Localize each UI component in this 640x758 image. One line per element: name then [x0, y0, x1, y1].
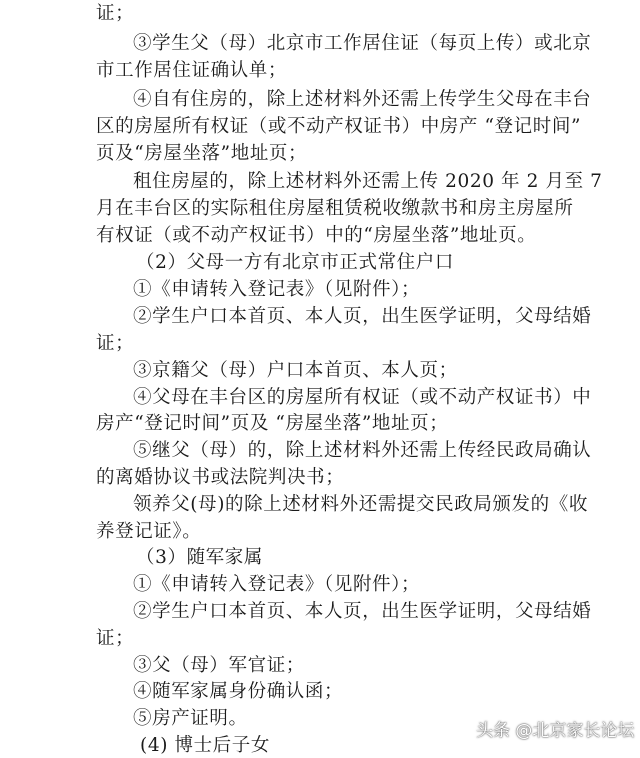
section-heading: (4) 博士后子女 — [140, 735, 270, 756]
text-line: ③学生父（母）北京市工作居住证（每页上传）或北京 — [133, 33, 592, 54]
text-line: 领养父(母)的除上述材料外还需提交民政局颁发的《收 — [133, 494, 588, 515]
text-line: ④自有住房的，除上述材料外还需上传学生父母在丰台 — [133, 89, 592, 110]
text-line: 证； — [96, 333, 135, 354]
text-line: 的离婚协议书或法院判决书； — [96, 467, 345, 488]
text-line: ⑤房产证明。 — [133, 708, 248, 729]
text-line: 区的房屋所有权证（或不动产权证书）中房产 “登记时间” — [96, 116, 581, 137]
text-line: ①《申请转入登记表》（见附件）； — [133, 574, 421, 595]
text-line: 页及“房屋坐落”地址页； — [96, 143, 308, 164]
text-line: 租住房屋的，除上述材料外还需上传 2020 年 2 月至 7 — [133, 171, 603, 192]
text-line: 证； — [96, 3, 135, 24]
text-line: ③京籍父（母）户口本首页、本人页； — [133, 360, 458, 381]
text-line: ④父母在丰台区的房屋所有权证（或不动产权证书）中 — [133, 387, 592, 408]
text-line: ③父（母）军官证； — [133, 655, 305, 676]
text-line: 房产“登记时间”页及 “房屋坐落”地址页； — [96, 413, 449, 434]
watermark: 头条 @北京家长论坛 — [476, 721, 635, 741]
text-line: ⑤继父（母）的，除上述材料外还需上传经民政局确认 — [133, 440, 592, 461]
text-line: 有权证（或不动产权证书）中的“房屋坐落”地址页。 — [96, 225, 537, 246]
text-line: ②学生户口本首页、本人页，出生医学证明，父母结婚 — [133, 306, 592, 327]
section-heading: （2）父母一方有北京市正式常住户口 — [136, 252, 454, 273]
text-line: 养登记证》。 — [96, 521, 202, 542]
text-line: 证； — [96, 628, 135, 649]
section-heading: （3）随军家属 — [136, 547, 263, 568]
text-line: ①《申请转入登记表》（见附件）； — [133, 279, 421, 300]
text-line: ②学生户口本首页、本人页，出生医学证明，父母结婚 — [133, 601, 592, 622]
text-line: 月在丰台区的实际租住房屋租赁税收缴款书和房主房屋所 — [96, 198, 574, 219]
text-line: ④随军家属身份确认函； — [133, 681, 344, 702]
text-line: 市工作居住证确认单； — [96, 60, 288, 81]
